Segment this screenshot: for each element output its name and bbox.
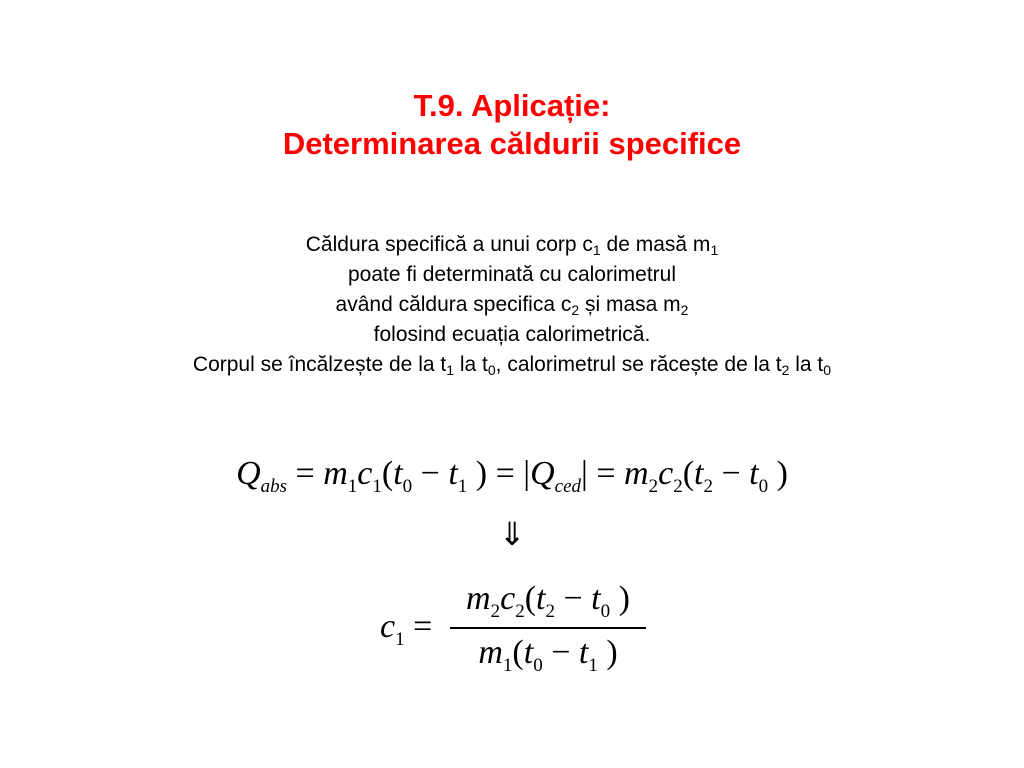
slide-title: [0, 87, 1024, 163]
fraction-denominator: $m_1(t_0 - t_1$ ): [478, 634, 618, 676]
title-line-1: T.9. Aplicație:: [413, 88, 611, 123]
description-line-2: poate fi determinată cu calorimetrul: [348, 263, 676, 286]
calorimetric-equation: $Q_{abs} = m_1c_1(t_0 - t_1$ ) = $|Q_{ced}| = m_2c_2(t_2 - t_0$ ): [236, 455, 788, 497]
fraction-bar: [450, 627, 646, 629]
specific-heat-formula: [380, 580, 680, 690]
fraction-numerator: $m_2c_2(t_2 - t_0$ ): [466, 580, 630, 622]
formula-lhs: $c_1$ =: [380, 608, 433, 650]
description-line-5: Corpul se încălzește de la $t_1$ la $t_0$, calorimetrul se răcește de la $t_2$ la $t_0$: [192, 353, 832, 378]
title-line-2: Determinarea căldurii specifice: [282, 126, 742, 161]
description-line-1: Căldura specifică a unui corp $c_1$ de masă $m_1$: [305, 233, 719, 258]
description-line-3: având căldura specifica $c_2$ și masa $m_2$: [335, 293, 689, 318]
description-text: [0, 230, 1024, 380]
fraction: [450, 580, 646, 676]
description-line-4: folosind ecuația calorimetrică.: [373, 323, 651, 346]
implies-arrow-icon: ⇓: [498, 515, 526, 553]
